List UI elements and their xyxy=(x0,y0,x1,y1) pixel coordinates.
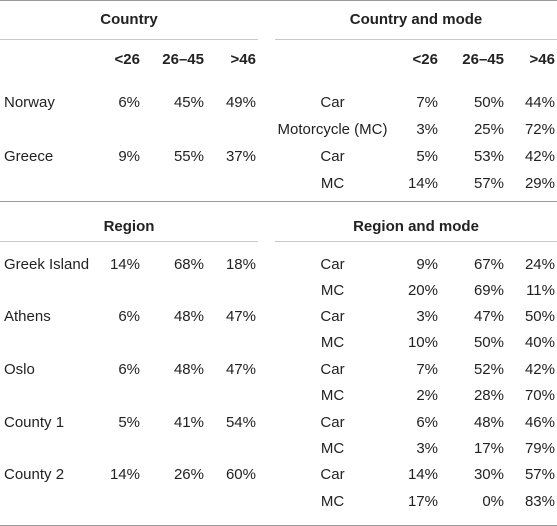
table-cell: 7% xyxy=(416,94,438,111)
table-cell: 11% xyxy=(526,282,555,299)
table-cell: 48% xyxy=(173,361,204,378)
table-row-label: Athens xyxy=(4,308,51,325)
table-row-label: Oslo xyxy=(4,361,35,378)
mode-label: MC xyxy=(320,493,345,510)
age-header-under26: <26 xyxy=(412,51,438,68)
mode-label: MC xyxy=(320,334,345,351)
mode-label: MC xyxy=(320,440,345,457)
table-cell: 50% xyxy=(473,334,504,351)
table-cell: 6% xyxy=(416,414,438,431)
mode-label: Car xyxy=(320,308,345,325)
table-cell: 54% xyxy=(225,414,256,431)
table-row-label: Greece xyxy=(4,148,54,165)
mode-label: Car xyxy=(320,361,345,378)
table-row-label: County 1 xyxy=(4,414,65,431)
region-section-title: Region xyxy=(103,218,155,235)
table-cell: 3% xyxy=(416,308,438,325)
table-cell: 17% xyxy=(407,493,438,510)
mode-label: MC xyxy=(320,282,345,299)
table-cell: 67% xyxy=(473,256,504,273)
mode-label: Car xyxy=(320,148,345,165)
table-cell: 6% xyxy=(118,94,140,111)
table-cell: 6% xyxy=(118,361,140,378)
table-cell: 0% xyxy=(482,493,504,510)
table-cell: 83% xyxy=(524,493,555,510)
table-cell: 72% xyxy=(524,121,555,138)
country-mode-section-title: Country and mode xyxy=(349,11,483,28)
age-header-under26: <26 xyxy=(114,51,140,68)
table-cell: 49% xyxy=(225,94,256,111)
table-cell: 55% xyxy=(173,148,204,165)
country-title-underline xyxy=(0,39,258,40)
table-cell: 53% xyxy=(473,148,504,165)
table-cell: 6% xyxy=(118,308,140,325)
table-cell: 10% xyxy=(407,334,438,351)
table-cell: 14% xyxy=(407,175,438,192)
age-header-over46: >46 xyxy=(529,51,555,68)
table-cell: 42% xyxy=(524,148,555,165)
table-cell: 47% xyxy=(225,308,256,325)
mode-label: MC xyxy=(320,175,345,192)
table-cell: 20% xyxy=(407,282,438,299)
mode-label: Car xyxy=(320,94,345,111)
table-cell: 69% xyxy=(473,282,504,299)
table-cell: 79% xyxy=(524,440,555,457)
table-cell: 46% xyxy=(524,414,555,431)
table-cell: 24% xyxy=(524,256,555,273)
table-cell: 3% xyxy=(416,440,438,457)
table-cell: 14% xyxy=(407,466,438,483)
table-cell: 41% xyxy=(173,414,204,431)
mode-label: Motorcycle (MC) xyxy=(277,121,388,138)
mode-label: Car xyxy=(320,414,345,431)
table-cell: 48% xyxy=(173,308,204,325)
table-cell: 60% xyxy=(225,466,256,483)
region-title-underline xyxy=(0,241,258,242)
age-header-over46: >46 xyxy=(230,51,256,68)
table-top-rule xyxy=(0,0,557,1)
table-cell: 9% xyxy=(118,148,140,165)
table-cell: 7% xyxy=(416,361,438,378)
table-cell: 28% xyxy=(473,387,504,404)
table-cell: 44% xyxy=(524,94,555,111)
table-row-label: Greek Island xyxy=(4,256,90,273)
table-cell: 5% xyxy=(416,148,438,165)
age-header-26-45: 26–45 xyxy=(462,51,504,68)
mode-label: Car xyxy=(320,466,345,483)
mode-label: Car xyxy=(320,256,345,273)
table-cell: 18% xyxy=(225,256,256,273)
region-mode-title-underline xyxy=(275,241,557,242)
country-section-title: Country xyxy=(100,11,158,28)
table-cell: 50% xyxy=(524,308,555,325)
table-row-label: Norway xyxy=(4,94,55,111)
table-cell: 37% xyxy=(225,148,256,165)
table-cell: 68% xyxy=(173,256,204,273)
table-row-label: County 2 xyxy=(4,466,65,483)
section-divider-rule xyxy=(0,201,557,202)
table-cell: 9% xyxy=(416,256,438,273)
table-cell: 29% xyxy=(524,175,555,192)
table-cell: 40% xyxy=(524,334,555,351)
country-mode-title-underline xyxy=(275,39,557,40)
table-cell: 45% xyxy=(173,94,204,111)
table-cell: 47% xyxy=(225,361,256,378)
table-cell: 70% xyxy=(524,387,555,404)
table-cell: 30% xyxy=(473,466,504,483)
table-cell: 14% xyxy=(109,466,140,483)
region-mode-section-title: Region and mode xyxy=(353,218,479,235)
table-cell: 52% xyxy=(473,361,504,378)
table-cell: 50% xyxy=(473,94,504,111)
table-cell: 48% xyxy=(473,414,504,431)
table-cell: 25% xyxy=(473,121,504,138)
table-cell: 2% xyxy=(416,387,438,404)
table-cell: 47% xyxy=(473,308,504,325)
table-cell: 26% xyxy=(173,466,204,483)
table-cell: 57% xyxy=(473,175,504,192)
age-header-26-45: 26–45 xyxy=(162,51,204,68)
table-cell: 42% xyxy=(524,361,555,378)
table-cell: 3% xyxy=(416,121,438,138)
table-cell: 14% xyxy=(109,256,140,273)
table-cell: 17% xyxy=(473,440,504,457)
mode-label: MC xyxy=(320,387,345,404)
table-cell: 57% xyxy=(524,466,555,483)
table-cell: 5% xyxy=(118,414,140,431)
